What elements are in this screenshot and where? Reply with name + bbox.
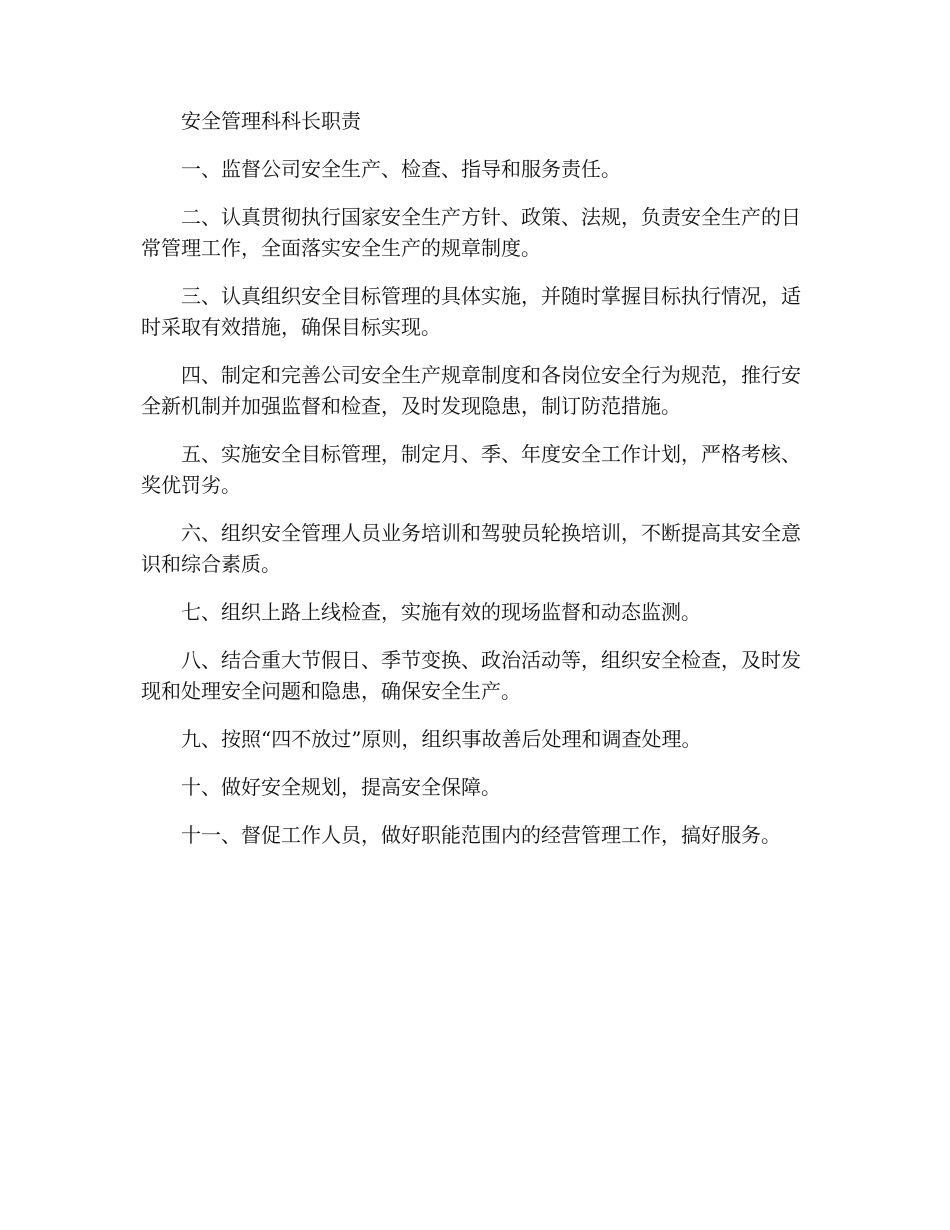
document-title: 安全管理科科长职责 bbox=[181, 109, 361, 133]
paragraph-7: 七、组织上路上线检查，实施有效的现场监督和动态监测。 bbox=[181, 600, 701, 624]
paragraph-5: 五、实施安全目标管理，制定月、季、年度安全工作计划，严格考核、奖优罚劣。 bbox=[141, 442, 801, 497]
paragraph-6: 六、组织安全管理人员业务培训和驾驶员轮换培训，不断提高其安全意识和综合素质。 bbox=[141, 521, 801, 576]
paragraph-9: 九、按照“四不放过”原则，组织事故善后处理和调查处理。 bbox=[181, 727, 702, 751]
paragraph-2: 二、认真贯彻执行国家安全生产方针、政策、法规，负责安全生产的日常管理工作，全面落实安全生产的规章制度。 bbox=[141, 205, 801, 260]
paragraph-1: 一、监督公司安全生产、检查、指导和服务责任。 bbox=[181, 157, 621, 181]
paragraph-8: 八、结合重大节假日、季节变换、政治活动等，组织安全检查，及时发现和处理安全问题和隐患，确保安全生产。 bbox=[141, 648, 801, 703]
paragraph-3: 三、认真组织安全目标管理的具体实施，并随时掌握目标执行情况，适时采取有效措施，确保目标实现。 bbox=[141, 284, 801, 339]
paragraph-4: 四、制定和完善公司安全生产规章制度和各岗位安全行为规范，推行安全新机制并加强监督和检查，及时发现隐患，制订防范措施。 bbox=[141, 363, 801, 418]
paragraph-11: 十一、督促工作人员，做好职能范围内的经营管理工作，搞好服务。 bbox=[181, 823, 781, 847]
document-body bbox=[141, 106, 801, 868]
paragraph-10: 十、做好安全规划，提高安全保障。 bbox=[181, 775, 501, 799]
